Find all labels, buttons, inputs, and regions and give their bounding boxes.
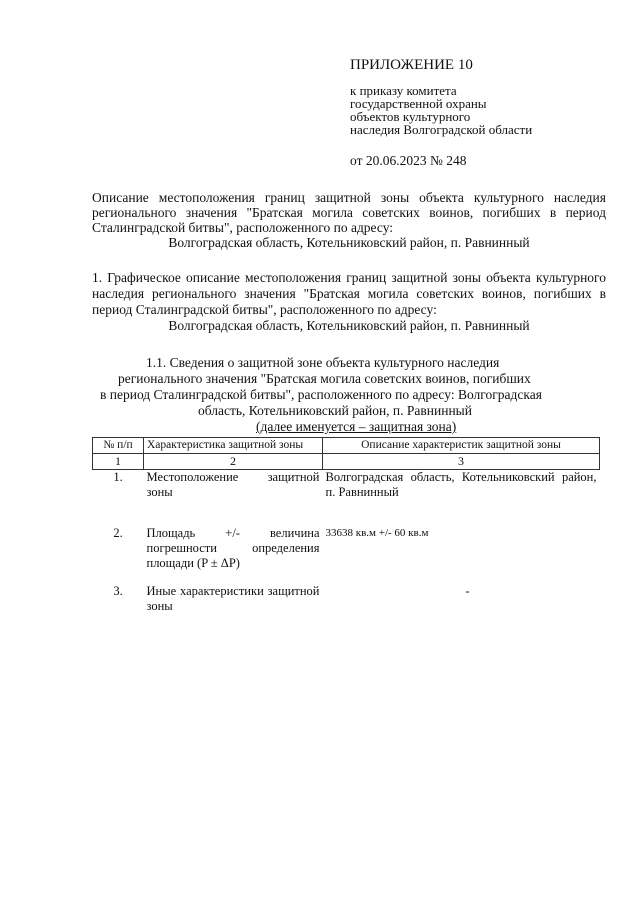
table-row bbox=[93, 584, 600, 624]
row-characteristic: Местоположение защитной зоны bbox=[146, 470, 320, 499]
table-header-row bbox=[93, 438, 600, 454]
appendix-line: к приказу комитета bbox=[350, 83, 457, 98]
graphic-description-text: 1. Графическое описание местоположения границ защитной зоны объекта культурного наследия регионального значения "Братская могила советских воинов, погибших в период Сталинградской битвы", расположенного по адресу: bbox=[92, 270, 606, 317]
table-row bbox=[93, 470, 600, 527]
appendix-line: объектов культурного bbox=[350, 109, 471, 124]
appendix-line: наследия Волгоградской области bbox=[350, 122, 533, 137]
section-line: (далее именуется – защитная зона) bbox=[256, 419, 457, 434]
description-address: Волгоградская область, Котельниковский район, п. Равнинный bbox=[168, 235, 530, 250]
column-number: 1 bbox=[93, 454, 144, 470]
section-line: регионального значения "Братская могила советских воинов, погибших bbox=[118, 371, 531, 386]
row-number: 2. bbox=[113, 526, 123, 540]
graphic-description-address: Волгоградская область, Котельниковский район, п. Равнинный bbox=[168, 318, 530, 333]
row-characteristic: Иные характеристики защитной зоны bbox=[146, 584, 320, 613]
table-row bbox=[93, 526, 600, 584]
section-line: 1.1. Сведения о защитной зоне объекта культурного наследия bbox=[146, 355, 500, 370]
header-characteristic: Характеристика защитной зоны bbox=[144, 438, 323, 454]
section-line: область, Котельниковский район, п. Равнинный bbox=[198, 403, 472, 418]
row-number: 3. bbox=[113, 584, 123, 598]
appendix-order-reference bbox=[350, 84, 620, 136]
column-number: 3 bbox=[323, 454, 600, 470]
section-heading bbox=[100, 355, 600, 435]
column-number-row bbox=[93, 454, 600, 470]
appendix-title: ПРИЛОЖЕНИЕ 10 bbox=[350, 57, 473, 73]
row-number: 1. bbox=[113, 470, 123, 484]
column-number: 2 bbox=[144, 454, 323, 470]
row-description: 33638 кв.м +/- 60 кв.м bbox=[325, 527, 429, 539]
appendix-date: от 20.06.2023 № 248 bbox=[350, 153, 467, 168]
description-text: Описание местоположения границ защитной зоны объекта культурного наследия регионального значения "Братская могила советских воинов, погибших в период Сталинградской битвы", расположенного по адресу: bbox=[92, 190, 606, 235]
appendix-line: государственной охраны bbox=[350, 96, 487, 111]
header-description: Описание характеристик защитной зоны bbox=[323, 438, 600, 454]
description-heading bbox=[92, 190, 606, 250]
row-description: Волгоградская область, Котельниковский район, п. Равнинный bbox=[325, 470, 597, 499]
row-characteristic: Площадь +/- величина погрешности определения площади (P ± ΔP) bbox=[146, 526, 320, 570]
section-line: в период Сталинградской битвы", расположенного по адресу: Волгоградская bbox=[100, 387, 542, 402]
protective-zone-table bbox=[92, 437, 600, 624]
header-number: № п/п bbox=[93, 438, 144, 454]
graphic-description-paragraph bbox=[92, 270, 606, 334]
row-description: - bbox=[465, 584, 470, 598]
appendix-header bbox=[350, 56, 620, 169]
